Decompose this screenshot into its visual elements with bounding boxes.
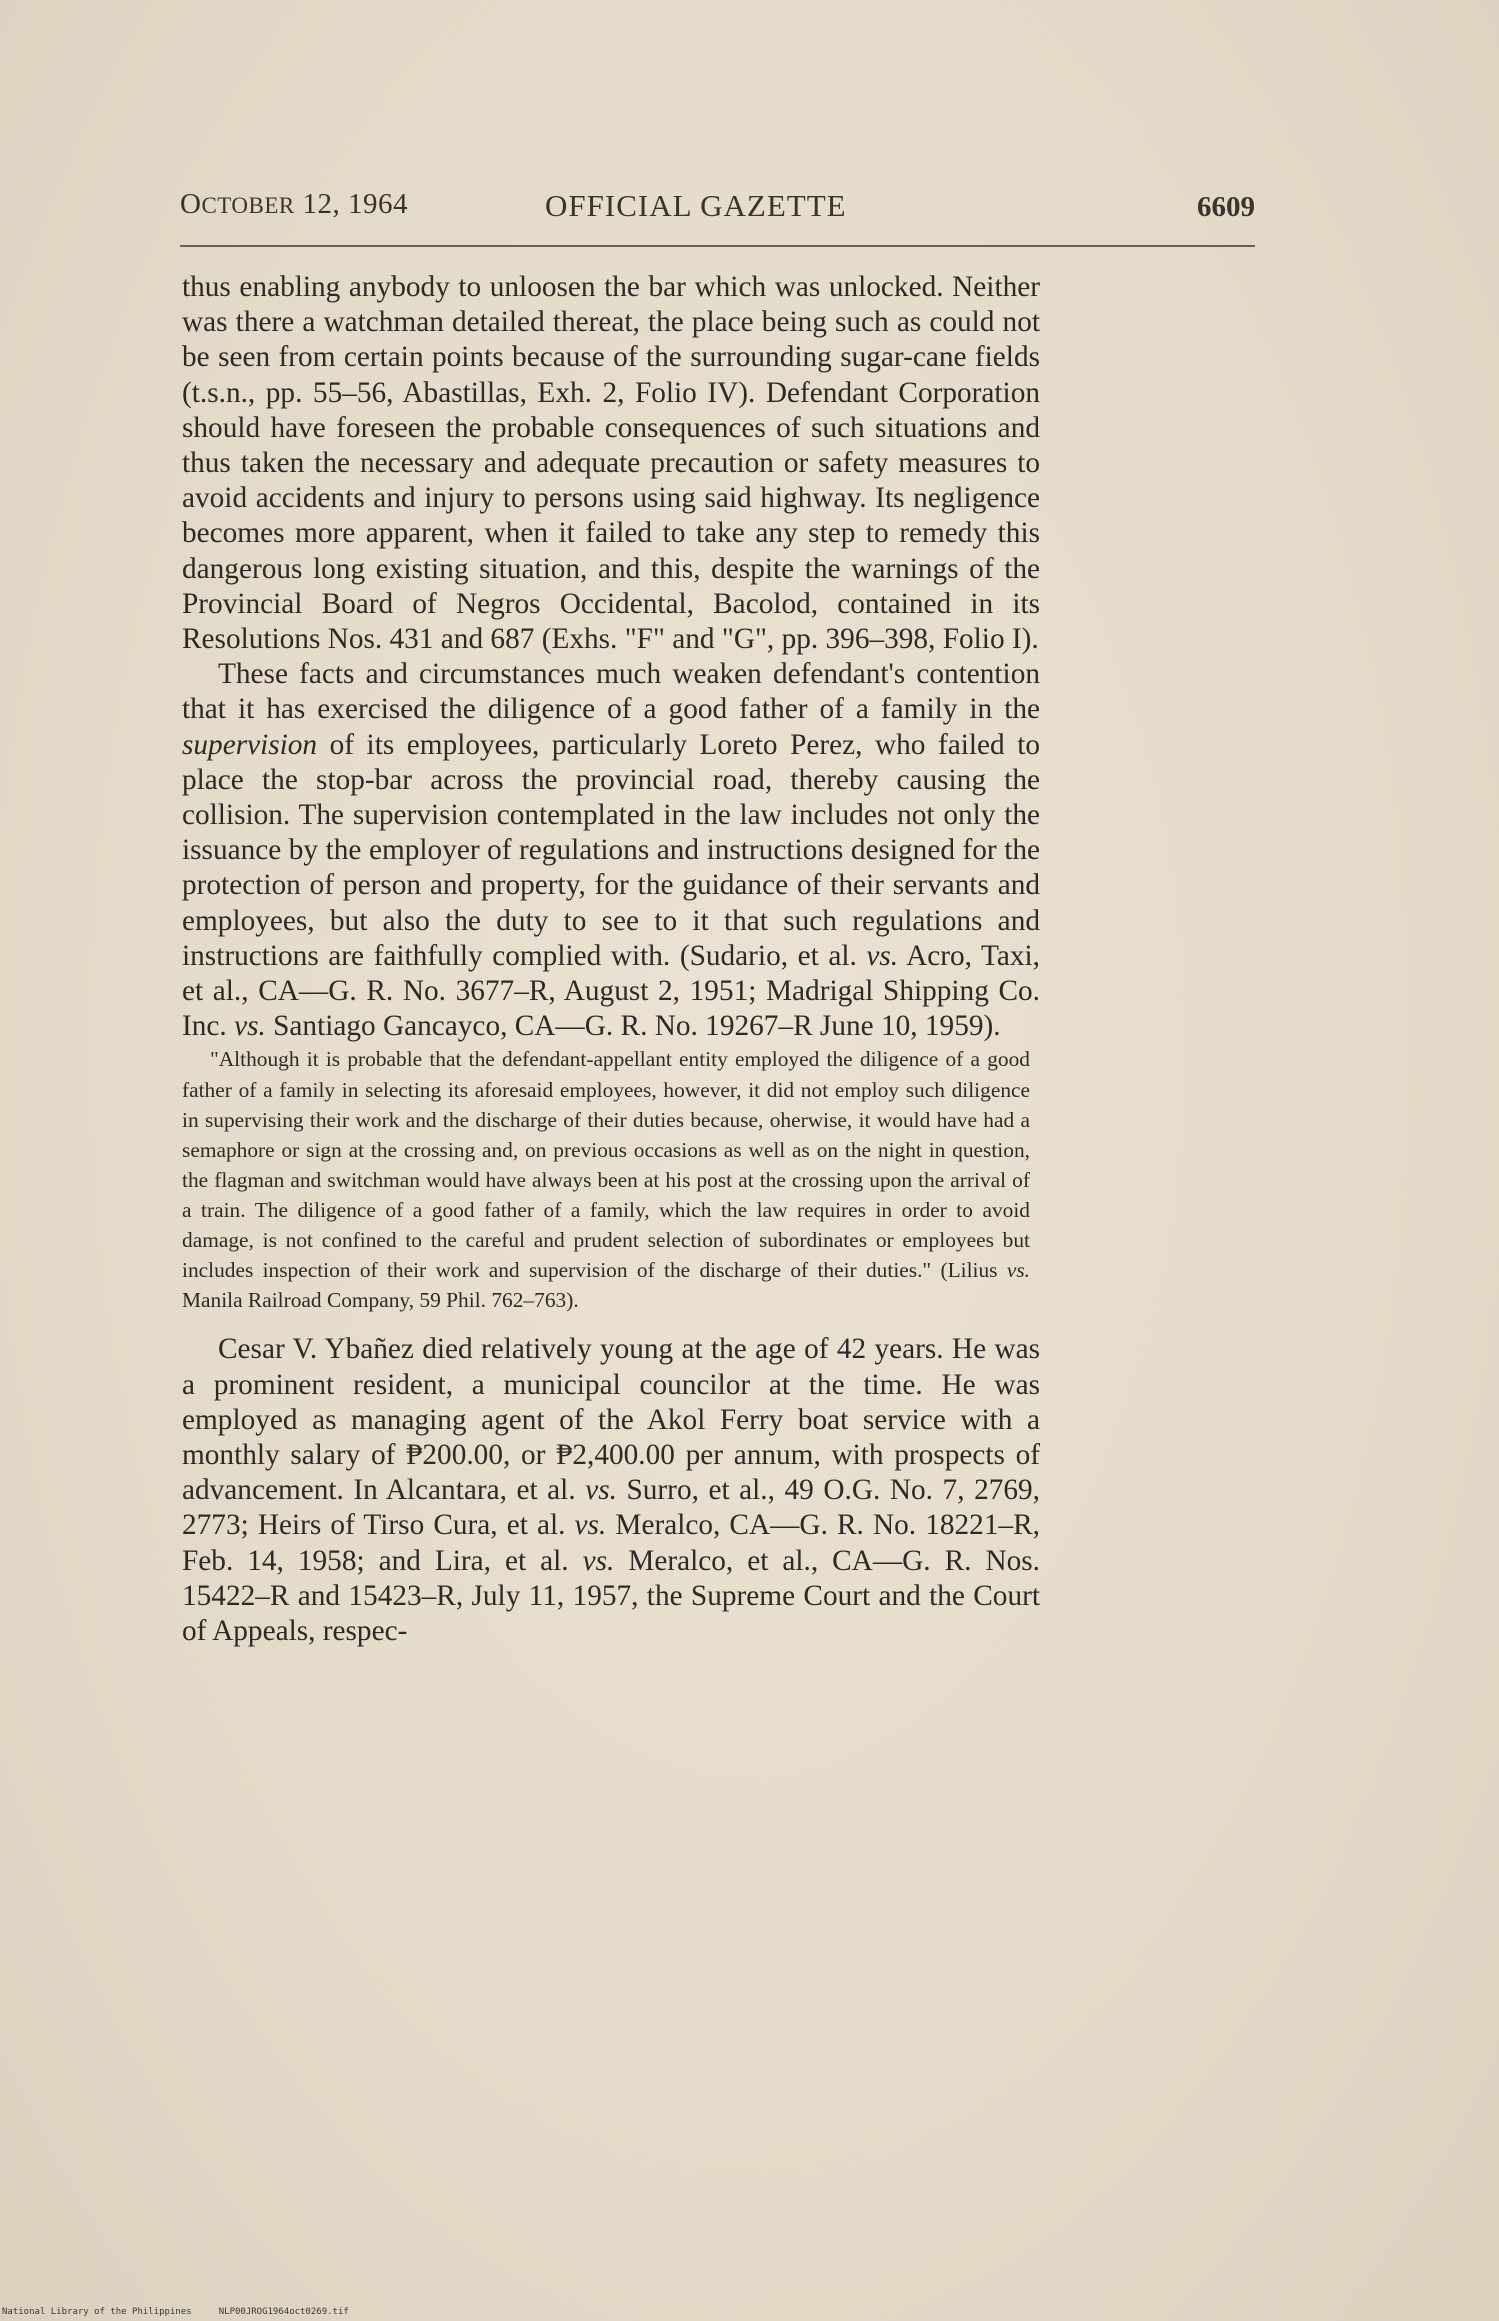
article-body [182, 270, 1040, 1649]
paragraph-2-text: of its employees, particularly Loreto Perez, who failed to place the stop-bar across the provincial road, thereby causing the collision. The supervision contemplated in the law includes not only the issuance by the employer of regulations and instructions designed for the protection of person and property, for the guidance of their servants and employees, but also the duty to see to it that such regulations and instructions are faithfully complied with. (Sudario, et al. [182, 728, 1040, 972]
header-date-initial: O [180, 188, 202, 220]
paragraph-2-text: Santiago Gancayco, CA—G. R. No. 19267–R June 10, 1959). [265, 1010, 1001, 1043]
scan-footer [2, 2307, 349, 2317]
header-date-rest: 12, 1964 [294, 188, 409, 220]
footer-library: National Library of the Philippines [2, 2307, 192, 2317]
header-rule [180, 245, 1255, 247]
block-quote-text: "Although it is probable that the defendant-appellant entity employed the diligence of a good father of a family in selecting its aforesaid employees, however, it did not employ such diligence in supervising their work and the discharge of their duties because, oherwise, it would have had a semaphore or sign at the crossing and, on previous occasions as well as on the night in question, the flagman and switchman would have always been at his post at the crossing upon the arrival of a train. The diligence of a good father of a family, which the law requires in order to avoid damage, is not confined to the careful and prudent selection of subordinates or employees but includes inspection of their work and supervision of the discharge of their duties." (Lilius [182, 1047, 1030, 1283]
paragraph-3-vs: vs. [585, 1474, 617, 1507]
paragraph-3-vs: vs. [574, 1509, 607, 1542]
paragraph-2-vs: vs. [234, 1010, 266, 1043]
header-page-number: 6609 [1197, 191, 1255, 223]
paragraph-3 [182, 1332, 1040, 1649]
paragraph-3-text: Meralco, et al., CA—G. R. Nos. 15422–R and 15423–R, July 11, 1957, the Supreme Court and the Court of Appeals, respec- [182, 1544, 1040, 1647]
block-quote-text: Manila Railroad Company, 59 Phil. 762–763). [182, 1288, 579, 1313]
paragraph-3-text: Cesar V. Ybañez died relatively young at the age of 42 years. He was a prominent resident, a municipal councilor at the time. He was employed as managing agent of the Akol Ferry boat service with a monthly salary of ₱200.00, or ₱2,400.00 per annum, with prospects of advancement. In Alcantara, et al. [182, 1333, 1040, 1507]
header-date [180, 188, 408, 221]
paragraph-3-vs: vs. [582, 1544, 615, 1577]
paragraph-1: thus enabling anybody to unloosen the bar which was unlocked. Neither was there a watchman detailed thereat, the place being such as could not be seen from certain points because of the surrounding sugar-cane fields (t.s.n., pp. 55–56, Abastillas, Exh. 2, Folio IV). Defendant Corporation should have foreseen the probable consequences of such situations and thus taken the necessary and adequate precaution or safety measures to avoid accidents and injury to persons using said highway. Its negligence becomes more apparent, when it failed to take any step to remedy this dangerous long existing situation, and this, despite the warnings of the Provincial Board of Negros Occidental, Bacolod, contained in its Resolutions Nos. 431 and 687 (Exhs. "F" and "G", pp. 396–398, Folio I). [182, 271, 1040, 656]
paragraph-2-text: Acro, Taxi, et al., CA—G. R. No. 3677–R, August 2, 1951; Madrigal Shipping Co. Inc. [182, 939, 1040, 1043]
page-header [180, 188, 1255, 228]
paragraph-2 [182, 657, 1040, 1044]
header-title: OFFICIAL GAZETTE [545, 188, 847, 223]
paragraph-2-vs: vs. [866, 939, 899, 972]
footer-filename: NLP00JROG1964oct0269.tif [218, 2307, 349, 2317]
paragraph-3-text: Surro, et al., 49 O.G. No. 7, 2769, 2773; Heirs of Tirso Cura, et al. [182, 1474, 1040, 1542]
block-quote-vs: vs. [1006, 1258, 1030, 1283]
header-date-smallcaps: CTOBER [201, 193, 295, 218]
paragraph-2-italic: supervision [182, 728, 318, 761]
block-quote [182, 1044, 1030, 1315]
paragraph-2-text: These facts and circumstances much weaken defendant's contention that it has exercised the diligence of a good father of a family in the [182, 658, 1040, 726]
paragraph-3-text: Meralco, CA—G. R. No. 18221–R, Feb. 14, 1958; and Lira, et al. [182, 1509, 1040, 1577]
